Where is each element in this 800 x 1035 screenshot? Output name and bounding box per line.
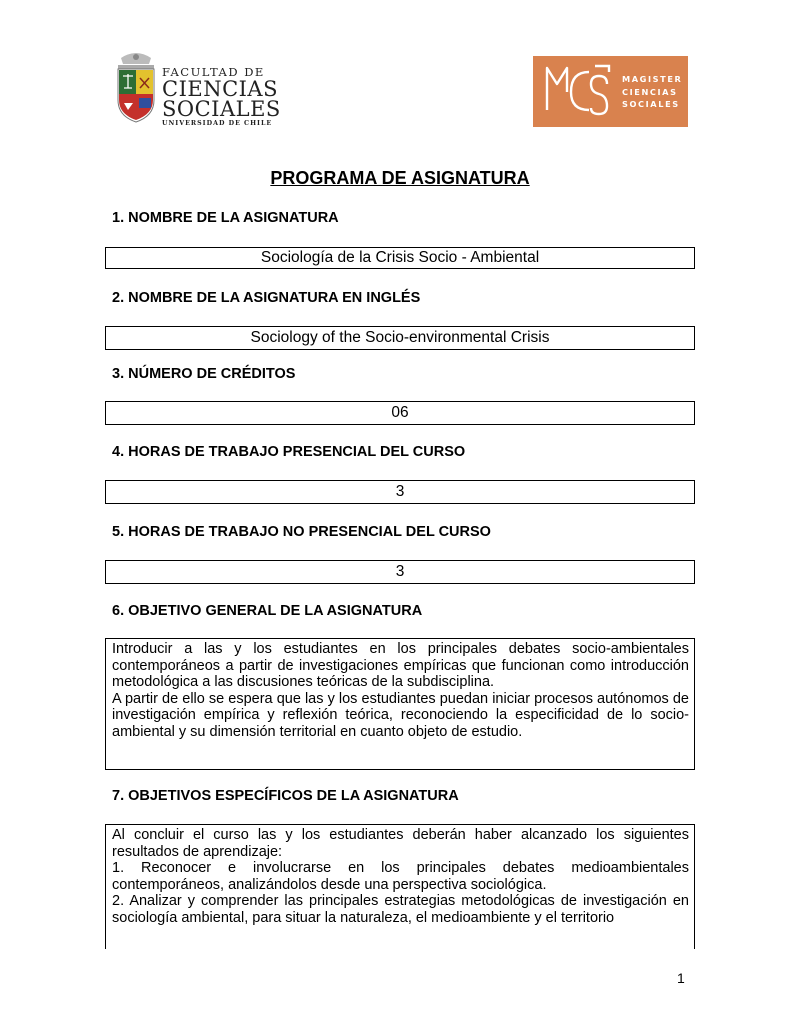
mcs-monogram-icon: [543, 62, 615, 122]
general-objective-paragraph: A partir de ello se espera que las y los estudiantes puedan iniciar procesos autónomos de investigación empírica y reflexión teórica, reconociendo la especificidad de lo socio-ambiental y su dimensión territorial en cuanto objeto de estudio.: [112, 690, 689, 740]
specific-objectives-intro: Al concluir el curso las y los estudiantes deberán haber alcanzado los siguientes resultados de aprendizaje:: [112, 827, 689, 860]
section-1-value-box: [105, 247, 695, 269]
section-3-heading: 3. NÚMERO DE CRÉDITOS: [112, 366, 296, 382]
magister-logo-line1: MAGISTER: [622, 74, 683, 84]
faculty-logo-line3: SOCIALES: [162, 97, 281, 121]
magister-logo-line2: CIENCIAS: [622, 86, 678, 97]
section-3-value-box: [105, 401, 695, 425]
university-shield-icon: [113, 48, 159, 124]
section-4-value-box: [105, 480, 695, 504]
magister-logo: [533, 56, 688, 127]
magister-logo-text: [622, 73, 682, 111]
credits-value: 06: [391, 404, 409, 421]
document-title: PROGRAMA DE ASIGNATURA: [270, 168, 530, 188]
faculty-logo-line2: CIENCIAS: [162, 77, 278, 101]
presential-hours-value: 3: [395, 483, 405, 500]
faculty-logo-line1: FACULTAD DE: [162, 65, 265, 79]
course-name-english-value: Sociology of the Socio-environmental Crisis: [250, 329, 550, 346]
faculty-logo: [113, 48, 281, 128]
section-6-heading: 6. OBJETIVO GENERAL DE LA ASIGNATURA: [112, 603, 423, 619]
magister-logo-line3: SOCIALES: [622, 99, 680, 109]
specific-objective-item: 1. Reconocer e involucrarse en los principales debates medioambientales contemporáneos, analizándolos desde una perspectiva sociológica.: [112, 860, 689, 893]
course-name-value: Sociología de la Crisis Socio - Ambiental: [260, 249, 540, 266]
non-presential-hours-value: 3: [395, 563, 405, 580]
page-number: 1: [677, 970, 685, 986]
section-4-heading: 4. HORAS DE TRABAJO PRESENCIAL DEL CURSO: [112, 444, 466, 460]
section-7-heading: 7. OBJETIVOS ESPECÍFICOS DE LA ASIGNATURA: [112, 788, 459, 804]
general-objective-paragraph: Introducir a las y los estudiantes en los principales debates socio-ambientales contemporáneos a partir de investigaciones empíricas que funcionan como introducción metodológica a las discusiones teóricas de la subdisciplina.: [112, 641, 689, 691]
section-2-value-box: [105, 326, 695, 350]
section-5-heading: 5. HORAS DE TRABAJO NO PRESENCIAL DEL CURSO: [112, 524, 491, 540]
specific-objective-item: 2. Analizar y comprender las principales estrategias metodológicas de investigación en sociología ambiental, para situar la naturaleza, el medioambiente y el territorio: [112, 893, 689, 926]
general-objective-box: [105, 638, 695, 770]
section-1-heading: 1. NOMBRE DE LA ASIGNATURA: [112, 210, 339, 226]
faculty-logo-text: [162, 66, 281, 129]
section-2-heading: 2. NOMBRE DE LA ASIGNATURA EN INGLÉS: [112, 290, 421, 306]
specific-objectives-box: [105, 824, 695, 949]
faculty-logo-line4: UNIVERSIDAD DE CHILE: [162, 120, 273, 127]
section-5-value-box: [105, 560, 695, 584]
